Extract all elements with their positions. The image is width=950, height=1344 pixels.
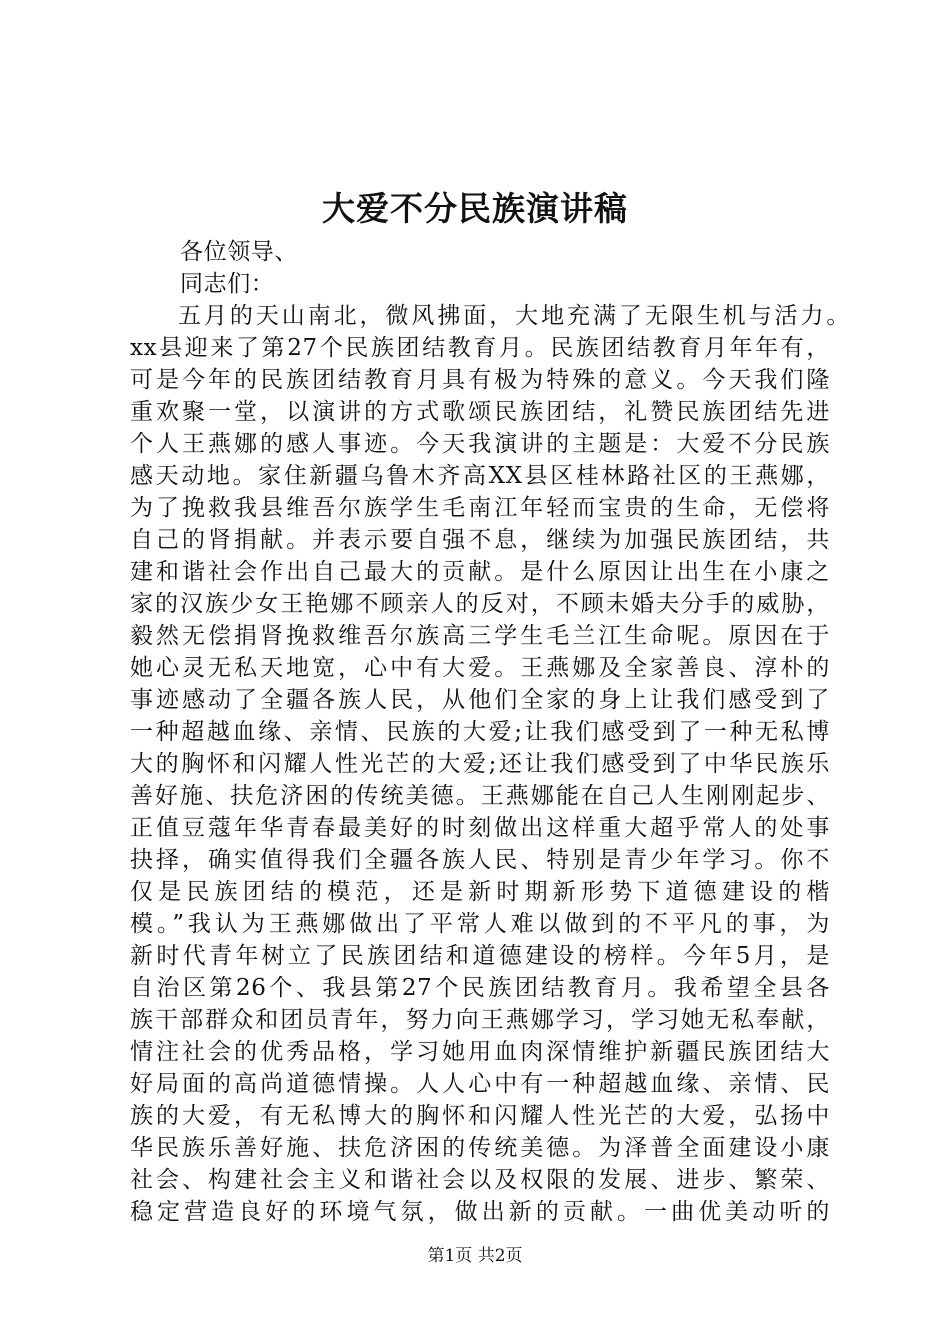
- paragraph-line: 抉择，确实值得我们全疆各族人民、特别是青少年学习。你不: [130, 847, 830, 873]
- paragraph-line: 善好施、扶危济困的传统美德。王燕娜能在自己人生刚刚起步、: [130, 783, 830, 809]
- page-number-footer: 第1页 共2页: [427, 1246, 523, 1266]
- paragraph-line: 华民族乐善好施、扶危济困的传统美德。为泽普全面建设小康: [130, 1135, 830, 1161]
- paragraph-line: 感天动地。家住新疆乌鲁木齐高XX县区桂林路社区的王燕娜，: [130, 463, 830, 489]
- paragraph-line: 她心灵无私天地宽，心中有大爱。王燕娜及全家善良、淳朴的: [130, 655, 830, 681]
- paragraph-line: 毅然无偿捐肾挽救维吾尔族高三学生毛兰江生命呢。原因在于: [130, 623, 830, 649]
- paragraph-line: 新时代青年树立了民族团结和道德建设的榜样。今年5月，是: [130, 943, 830, 969]
- paragraph-line: 重欢聚一堂，以演讲的方式歌颂民族团结，礼赞民族团结先进: [130, 399, 830, 425]
- salutation-line: 同志们：: [180, 271, 275, 297]
- paragraph-line: 仅是民族团结的模范，还是新时期新形势下道德建设的楷: [130, 879, 830, 905]
- paragraph-line: 社会、构建社会主义和谐社会以及权限的发展、进步、繁荣、: [130, 1167, 830, 1193]
- paragraph-line: 正值豆蔻年华青春最美好的时刻做出这样重大超乎常人的处事: [130, 815, 830, 841]
- paragraph-line: 自治区第26个、我县第27个民族团结教育月。我希望全县各: [130, 975, 830, 1001]
- paragraph-line: 一种超越血缘、亲情、民族的大爱;让我们感受到了一种无私博: [130, 719, 830, 745]
- paragraph-line: 家的汉族少女王艳娜不顾亲人的反对，不顾未婚夫分手的威胁，: [130, 591, 830, 617]
- paragraph-line: 族干部群众和团员青年，努力向王燕娜学习，学习她无私奉献，: [130, 1007, 830, 1033]
- paragraph-line: 为了挽救我县维吾尔族学生毛南江年轻而宝贵的生命，无偿将: [130, 495, 830, 521]
- paragraph-line: 族的大爱，有无私博大的胸怀和闪耀人性光芒的大爱，弘扬中: [130, 1103, 830, 1129]
- salutation-line: 各位领导、: [180, 239, 298, 265]
- paragraph-line: 建和谐社会作出自己最大的贡献。是什么原因让出生在小康之: [130, 559, 830, 585]
- paragraph-line: 模。”我认为王燕娜做出了平常人难以做到的不平凡的事，为: [130, 911, 830, 937]
- paragraph-line: 个人王燕娜的感人事迹。今天我演讲的主题是：大爱不分民族: [130, 431, 830, 457]
- document-title: 大爱不分民族演讲稿: [322, 189, 628, 228]
- paragraph-line: 情注社会的优秀品格，学习她用血肉深情维护新疆民族团结大: [130, 1039, 830, 1065]
- paragraph-line: 大的胸怀和闪耀人性光芒的大爱;还让我们感受到了中华民族乐: [130, 751, 830, 777]
- paragraph-line: 事迹感动了全疆各族人民，从他们全家的身上让我们感受到了: [130, 687, 830, 713]
- paragraph-line: 自己的肾捐献。并表示要自强不息，继续为加强民族团结，共: [130, 527, 830, 553]
- paragraph-line: 五月的天山南北，微风拂面，大地充满了无限生机与活力。: [178, 303, 850, 329]
- paragraph-line: 好局面的高尚道德情操。人人心中有一种超越血缘、亲情、民: [130, 1071, 830, 1097]
- paragraph-line: xx县迎来了第27个民族团结教育月。民族团结教育月年年有，: [130, 335, 830, 361]
- paragraph-line: 稳定营造良好的环境气氛，做出新的贡献。一曲优美动听的: [130, 1199, 830, 1225]
- paragraph-line: 可是今年的民族团结教育月具有极为特殊的意义。今天我们隆: [130, 367, 830, 393]
